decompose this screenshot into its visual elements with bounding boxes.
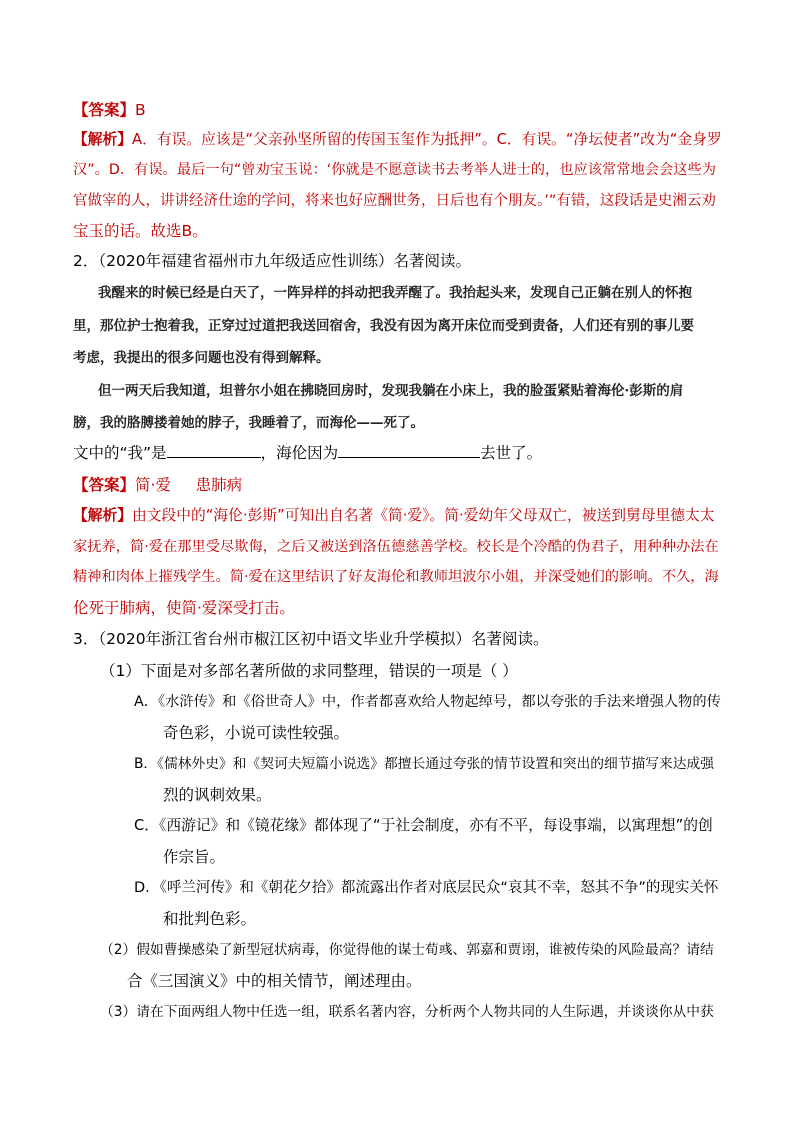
passage-line: 膀，我的胳膊搂着她的脖子，我睡着了，而海伦——死了。 bbox=[73, 415, 424, 431]
option-a-cont: 奇色彩，小说可读性较强。 bbox=[163, 724, 350, 742]
option-d[interactable]: D．《呼兰河传》和《朝花夕拾》都流露出作者对底层民众“哀其不幸，怒其不争”的现实关怀 bbox=[134, 880, 719, 896]
analysis-line bbox=[73, 506, 714, 526]
analysis-text: 官做宰的人，讲讲经济仕途的学问，将来也好应酬世务，日后也有个朋友。’”有错，这段话是史湘云劝 bbox=[73, 193, 716, 209]
sub-question-cont: 合《三国演义》中的相关情节，阐述理由。 bbox=[127, 972, 422, 990]
option-a[interactable]: A．《水浒传》和《俗世奇人》中，作者都喜欢给人物起绰号，都以夸张的手法来增强人物的传 bbox=[134, 694, 721, 710]
analysis-text: 精神和肉体上摧残学生。简·爱在这里结识了好友海伦和教师坦波尔小姐，并深受她们的影响。不久，海 bbox=[73, 569, 719, 585]
analysis-tag: 【解析】 bbox=[73, 507, 132, 524]
question-stem: 3．（2020年浙江省台州市椒江区初中语文毕业升学模拟）名著阅读。 bbox=[73, 630, 549, 648]
analysis-text: 伦死于肺病，使简·爱深受打击。 bbox=[73, 599, 295, 617]
question-text: ，海伦因为 bbox=[260, 444, 339, 462]
option-b[interactable]: B．《儒林外史》和《契诃夫短篇小说选》都擅长通过夸张的情节设置和突出的细节描写来达成强 bbox=[134, 756, 715, 772]
question-text: 去世了。 bbox=[480, 444, 543, 462]
sub-question: （3）请在下面两组人物中任选一组，联系名著内容，分析两个人物共同的人生际遇，并谈谈你从中获 bbox=[100, 1004, 714, 1020]
answer-tag: 【答案】 bbox=[73, 101, 136, 119]
analysis-text: A．有误。应该是“父亲孙坚所留的传国玉玺作为抵押”。C．有误。“净坛使者”改为“金身罗 bbox=[132, 131, 722, 148]
answer-line bbox=[73, 100, 146, 120]
option-d-cont: 和批判色彩。 bbox=[163, 910, 257, 928]
answer-blank[interactable] bbox=[338, 443, 480, 458]
analysis-text: 汉”。D．有误。最后一句“曾劝宝玉说：‘你就是不愿意读书去考举人进士的，也应该常常地会会这些为 bbox=[73, 162, 717, 178]
answer-tag: 【答案】 bbox=[73, 476, 136, 494]
answer-line bbox=[73, 475, 242, 495]
passage-line: 我醒来的时候已经是白天了，一阵异样的抖动把我弄醒了。我抬起头来，发现自己正躺在别人的怀抱 bbox=[98, 285, 692, 301]
fill-in-question bbox=[73, 443, 542, 463]
question-text: 文中的“我”是 bbox=[73, 444, 167, 462]
passage-line: 考虑，我提出的很多问题也没有得到解释。 bbox=[73, 350, 330, 366]
sub-question: （2）假如曹操感染了新型冠状病毒，你觉得他的谋士荀彧、郭嘉和贾诩，谁被传染的风险最高？请结 bbox=[100, 942, 714, 958]
analysis-tag: 【解析】 bbox=[73, 131, 132, 148]
option-b-cont: 烈的讽刺效果。 bbox=[163, 786, 272, 804]
passage-line: 里，那位护士抱着我，正穿过过道把我送回宿舍，我没有因为离开床位而受到责备，人们还有别的事儿要 bbox=[73, 318, 694, 334]
answer-text: 简·爱 患肺病 bbox=[135, 476, 243, 494]
question-stem: 2．（2020年福建省福州市九年级适应性训练）名著阅读。 bbox=[73, 252, 472, 270]
analysis-line bbox=[73, 130, 722, 150]
sub-question: （1）下面是对多部名著所做的求同整理，错误的一项是（ ） bbox=[100, 662, 518, 680]
analysis-text: 家抚养，简·爱在那里受尽欺侮，之后又被送到洛伍德慈善学校。校长是个冷酷的伪君子，用种种办法在 bbox=[73, 539, 719, 555]
answer-blank[interactable] bbox=[167, 443, 261, 458]
analysis-text: 宝玉的话。故选B。 bbox=[73, 222, 208, 240]
option-c-cont: 作宗旨。 bbox=[163, 848, 226, 866]
option-c[interactable]: C．《西游记》和《镜花缘》都体现了“于社会制度，亦有不平，每设事端，以寓理想”的创 bbox=[134, 817, 713, 834]
answer-text: B bbox=[135, 101, 146, 119]
analysis-text: 由文段中的“海伦·彭斯”可知出自名著《简·爱》。简·爱幼年父母双亡，被送到舅母里德太太 bbox=[132, 507, 715, 524]
passage-line: 但一两天后我知道，坦普尔小姐在拂晓回房时，发现我躺在小床上，我的脸蛋紧贴着海伦·彭斯的肩 bbox=[98, 383, 684, 399]
